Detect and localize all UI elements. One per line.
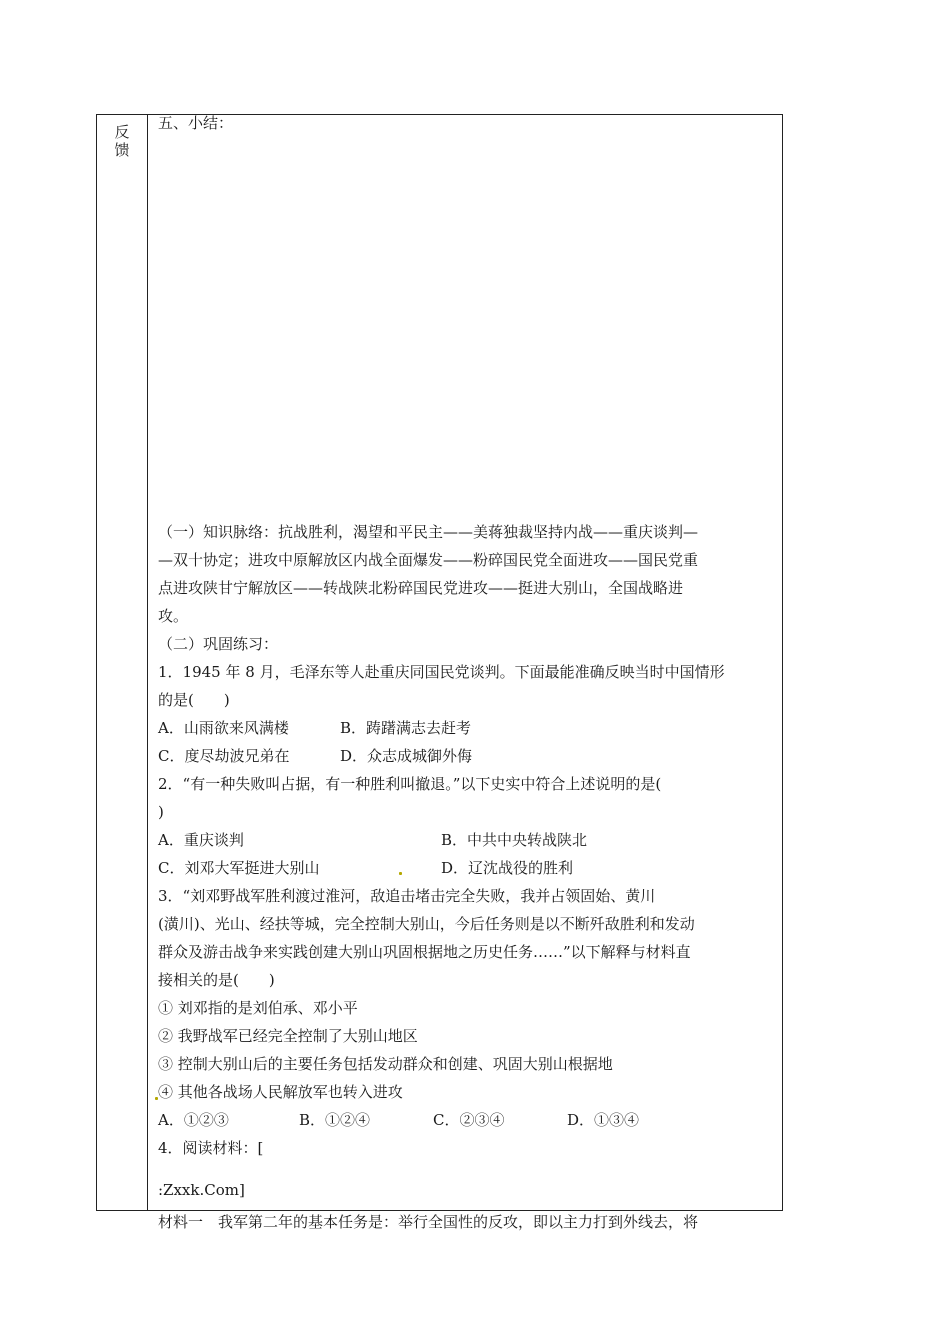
- q1-stem: 1．1945 年 8 月，毛泽东等人赴重庆同国民党谈判。下面最能准确反映当时中国情形: [158, 663, 725, 681]
- q2-option-a: A．重庆谈判: [158, 831, 244, 849]
- material-line: 材料一 我军第二年的基本任务是：举行全国性的反攻，即以主力打到外线去，将: [158, 1213, 699, 1231]
- side-label-char: 反: [114, 123, 130, 141]
- q3-statement: ② 我野战军已经完全控制了大别山地区: [158, 1027, 418, 1045]
- q1-option-d: D．众志成城御外侮: [340, 747, 473, 765]
- column-divider: [147, 115, 148, 1210]
- q3-option-a: A．①②③: [158, 1111, 229, 1129]
- stray-dot: [399, 872, 402, 875]
- q3-stem: 接相关的是( ): [158, 971, 275, 989]
- q3-statement: ③ 控制大别山后的主要任务包括发动群众和创建、巩固大别山根据地: [158, 1055, 613, 1073]
- q3-stem: 3．“刘邓野战军胜利渡过淮河，敌追击堵击完全失败，我并占领固始、黄川: [158, 887, 656, 905]
- q2-stem: 2．“有一种失败叫占据，有一种胜利叫撤退。”以下史实中符合上述说明的是(: [158, 775, 662, 793]
- practice-heading: （二）巩固练习：: [158, 635, 279, 653]
- q3-option-b: B．①②④: [299, 1111, 371, 1129]
- q1-option-c: C．度尽劫波兄弟在: [158, 747, 290, 765]
- summary-heading: 五、小结：: [158, 114, 234, 132]
- q3-stem: 群众及游击战争来实践创建大别山巩固根据地之历史任务……”以下解释与材料直: [158, 943, 691, 961]
- knowledge-line: —双十协定；进攻中原解放区内战全面爆发——粉碎国民党全面进攻——国民党重: [158, 551, 699, 569]
- q3-stem: (潢川)、光山、经扶等城，完全控制大别山，今后任务则是以不断歼敌胜利和发动: [158, 915, 695, 933]
- q4-source: :Zxxk.Com]: [158, 1181, 245, 1199]
- q1-stem: 的是( ): [158, 691, 230, 709]
- q3-statement: ① 刘邓指的是刘伯承、邓小平: [158, 999, 358, 1017]
- q3-option-d: D．①③④: [567, 1111, 640, 1129]
- knowledge-line: 攻。: [158, 607, 189, 625]
- q1-option-a: A．山雨欲来风满楼: [158, 719, 289, 737]
- q3-statement: ④ 其他各战场人民解放军也转入进攻: [158, 1083, 403, 1101]
- q2-option-b: B．中共中央转战陕北: [441, 831, 588, 849]
- side-label: [97, 123, 147, 159]
- q4-stem: 4．阅读材料：[: [158, 1139, 264, 1157]
- q2-option-d: D．辽沈战役的胜利: [441, 859, 574, 877]
- knowledge-line: （一）知识脉络：抗战胜利，渴望和平民主——美蒋独裁坚持内战——重庆谈判—: [158, 523, 699, 541]
- q3-option-c: C．②③④: [433, 1111, 505, 1129]
- q2-stem: ): [158, 803, 164, 821]
- knowledge-line: 点进攻陕甘宁解放区——转战陕北粉碎国民党进攻——挺进大别山，全国战略进: [158, 579, 684, 597]
- q2-option-c: C．刘邓大军挺进大别山: [158, 859, 320, 877]
- side-label-char: 馈: [114, 141, 130, 159]
- q1-option-b: B．踌躇满志去赶考: [340, 719, 472, 737]
